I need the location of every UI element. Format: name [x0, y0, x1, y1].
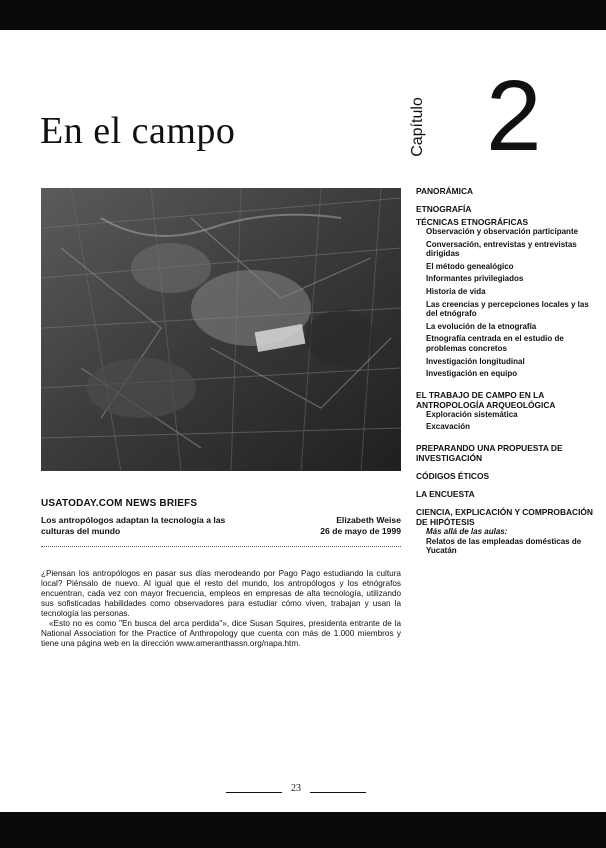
page-number: 23 — [291, 783, 301, 794]
news-byline — [320, 515, 401, 536]
chapter-title: En el campo — [40, 110, 236, 153]
contents-heading: EL TRABAJO DE CAMPO EN LA ANTROPOLOGÍA ARQUEOLÓGICA — [416, 389, 556, 410]
contents-subitem: Las creencias y percepciones locales y las del etnógrafo — [426, 299, 589, 319]
top-black-bar — [0, 0, 606, 30]
bottom-black-bar — [0, 812, 606, 848]
news-source: USATODAY.COM NEWS BRIEFS — [41, 498, 198, 509]
news-author: Elizabeth Weise — [336, 515, 401, 525]
chapter-number: 2 — [486, 60, 542, 172]
feature-title: Relatos de las empleadas domésticas de Yucatán — [426, 536, 582, 556]
contents-subitem: Conversación, entrevistas y entrevistas dirigidas — [426, 239, 577, 259]
feature-label: Más allá de las aulas: — [426, 526, 508, 536]
chapter-contents — [416, 186, 596, 559]
contents-subitem: Investigación longitudinal — [426, 356, 525, 366]
article-paragraph: ¿Piensan los antropólogos en pasar sus días merodeando por Pago Pago estudiando la cultura local? Piénsalo de nuevo. Al igual que el resto del mundo, los antropólogos y los etnógrafos encuentran, cada vez con mayor frecuencia, empleos en empresas de alta tecnología, utilizando sus sofisticadas habilidades como observadores para estudiar cómo viven, trabajan y usan la tecnología las personas. — [41, 569, 401, 618]
contents-subitem: El método genealógico — [426, 261, 514, 271]
news-meta — [41, 515, 401, 536]
page-rule-left — [226, 792, 282, 793]
contents-heading: PREPARANDO UNA PROPUESTA DE INVESTIGACIÓN — [416, 442, 563, 463]
chapter-label-text: Capítulo — [409, 97, 426, 157]
contents-heading: TÉCNICAS ETNOGRÁFICAS — [416, 217, 529, 227]
contents-subitem: Informantes privilegiados — [426, 274, 524, 284]
contents-heading: ETNOGRAFÍA — [416, 204, 472, 214]
contents-heading: PANORÁMICA — [416, 186, 474, 196]
page-number-block — [226, 782, 366, 800]
news-headline: Los antropólogos adaptan la tecnología a las culturas del mundo — [41, 515, 226, 536]
contents-subitem: Observación y observación participante — [426, 227, 579, 236]
contents-subitem: Historia de vida — [426, 286, 486, 296]
news-date: 26 de mayo de 1999 — [320, 525, 401, 536]
article-body — [41, 569, 401, 649]
article-paragraph: «Esto no es como "En busca del arca perdida"», dice Susan Squires, presidenta entrante de la National Association for the Practice of Anthropology que cuenta con más de 1.000 miembros y tiene una página web en la dirección www.ameranthassn.org/napa.htm. — [41, 619, 401, 648]
contents-heading: CIENCIA, EXPLICACIÓN Y COMPROBACIÓN DE HIPÓTESIS — [416, 506, 593, 527]
contents-subitem: La evolución de la etnografía — [426, 321, 537, 331]
news-brief — [41, 498, 401, 547]
contents-heading: LA ENCUESTA — [416, 488, 475, 499]
photo-illustration — [41, 188, 401, 471]
contents-heading: CÓDIGOS ÉTICOS — [416, 470, 490, 481]
contents-subitem: Etnografía centrada en el estudio de problemas concretos — [426, 334, 564, 353]
contents-subitem: Excavación — [426, 422, 471, 432]
contents-subitem: Investigación en equipo — [426, 369, 518, 379]
chapter-label — [405, 92, 431, 162]
dotted-divider — [41, 545, 401, 547]
contents-subitem-feature — [416, 527, 596, 556]
contents-subitem: Exploración sistemática — [426, 409, 518, 419]
page-rule-right — [310, 792, 366, 793]
chapter-photo — [41, 188, 401, 471]
